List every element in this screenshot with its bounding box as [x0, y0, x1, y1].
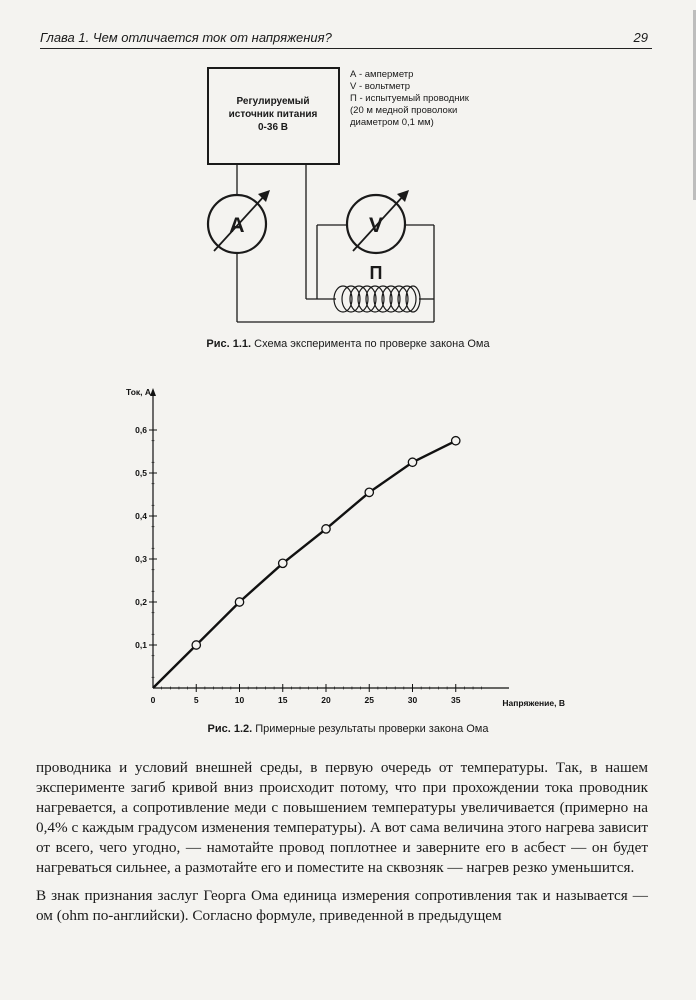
- body-text: [36, 758, 648, 934]
- data-point: [452, 437, 460, 445]
- figure-1-caption-number: Рис. 1.1.: [206, 338, 252, 350]
- power-supply-line-1: Регулируемый: [236, 96, 310, 107]
- coil-label: П: [369, 263, 383, 283]
- y-tick-label: 0,6: [135, 425, 147, 435]
- data-point: [279, 559, 287, 567]
- paragraph-1: проводника и условий внешней среды, в первую очередь от температуры. Так, в нашем эксперименте загиб кривой вниз происходит потому, что при прохождении тока проводник нагревается, а сопротивление меди с повышением температуры увеличивается (примерно на 0,4% с каждым градусом изменения температуры). А вот сама величина этого нагрева зависит от всего, чего угодно, — намотайте провод поплотнее и заверните его в асбест — он будет нагреваться сильнее, а размотайте его и поместите на сквозняк — нагрев резко уменьшится.: [36, 759, 648, 876]
- x-tick-label: 0: [150, 695, 156, 705]
- legend-line-1: А - амперметр: [350, 69, 414, 80]
- coil: [334, 286, 420, 312]
- figure-2-caption-number: Рис. 1.2.: [207, 723, 253, 735]
- page-number: 29: [633, 30, 648, 45]
- data-point: [408, 458, 416, 466]
- figure-2-caption: [0, 723, 696, 735]
- x-tick-label: 5: [193, 695, 199, 705]
- power-supply-line-3: 0-36 В: [257, 122, 289, 133]
- legend-line-4: (20 м медной проволоки: [350, 105, 458, 116]
- y-tick-label: 0,3: [135, 554, 147, 564]
- data-point: [365, 488, 373, 496]
- data-point: [192, 641, 200, 649]
- ammeter: [208, 190, 270, 253]
- data-point: [235, 598, 243, 606]
- power-supply-line-2: источник питания: [228, 109, 318, 120]
- figure-2-caption-text: Примерные результаты проверки закона Ома: [255, 723, 489, 735]
- x-tick-label: 10: [234, 695, 245, 705]
- figure-1-caption-text: Схема эксперимента по проверке закона Ома: [254, 338, 490, 350]
- y-axis-label: Ток, А: [126, 387, 151, 397]
- data-point: [322, 525, 330, 533]
- x-tick-label: 15: [278, 695, 288, 705]
- y-tick-label: 0,5: [135, 468, 147, 478]
- data-line: [153, 441, 456, 688]
- y-tick-label: 0,2: [135, 597, 147, 607]
- x-tick-label: 20: [321, 695, 331, 705]
- legend-line-5: диаметром 0,1 мм): [350, 117, 434, 128]
- y-tick-label: 0,1: [135, 640, 147, 650]
- legend-line-2: V - вольтметр: [350, 81, 411, 92]
- x-tick-label: 25: [364, 695, 374, 705]
- ohm-law-chart: [0, 380, 696, 720]
- figure-1-caption: [0, 338, 696, 350]
- voltmeter-label: V: [368, 214, 384, 237]
- chapter-title: Глава 1. Чем отличается ток от напряжения?: [40, 30, 332, 45]
- circuit-diagram: [0, 0, 696, 340]
- x-tick-label: 35: [451, 695, 461, 705]
- paragraph-2: В знак признания заслуг Георга Ома единица измерения сопротивления так и называется — ом (ohm по-английски). Согласно формуле, приведенной в предыдущем: [36, 887, 648, 924]
- voltmeter: [347, 190, 409, 253]
- ammeter-label: A: [229, 214, 245, 237]
- x-tick-label: 30: [407, 695, 418, 705]
- x-axis-label: Напряжение, В: [502, 698, 565, 708]
- legend-line-3: П - испытуемый проводник: [350, 93, 469, 104]
- y-tick-label: 0,4: [135, 511, 147, 521]
